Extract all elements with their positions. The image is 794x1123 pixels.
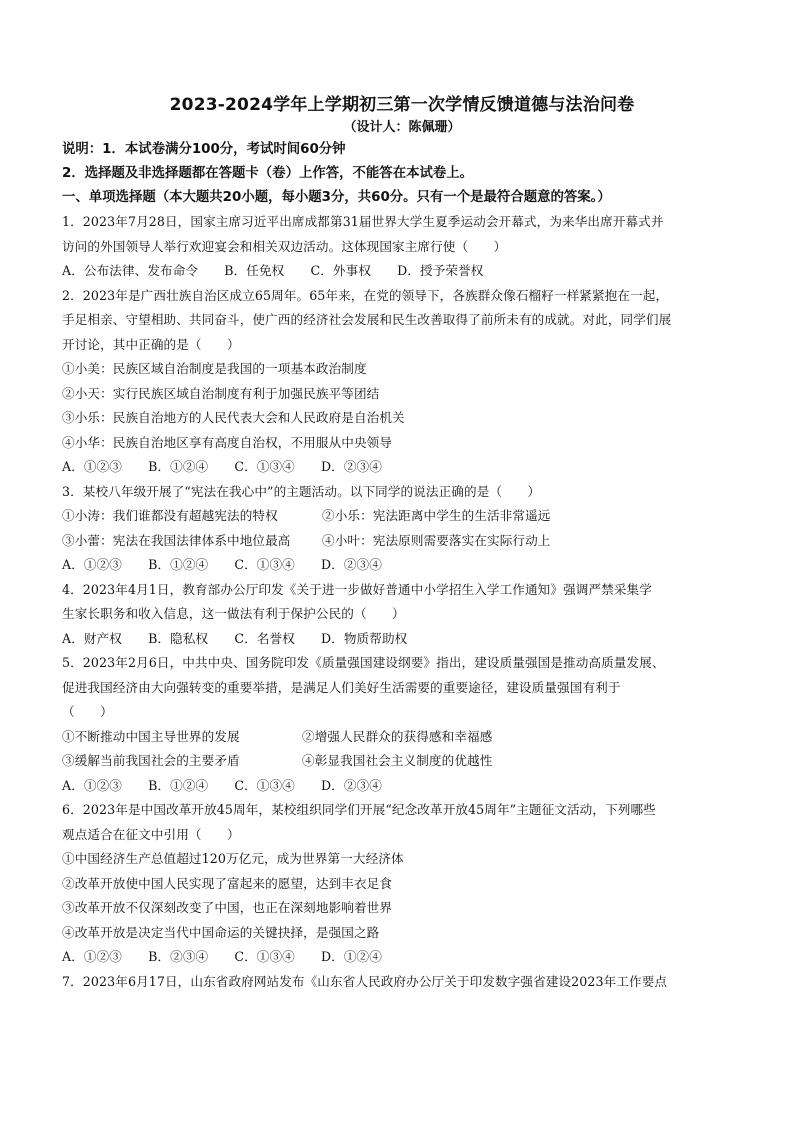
- q5-option-b: B．①②④: [148, 777, 209, 793]
- q5-stem-line2: 促进我国经济由大向强转变的重要举措，是满足人们美好生活需要的重要途径，建设质量强国有利于: [62, 679, 621, 695]
- page-title: 2023-2024学年上学期初三第一次学情反馈道德与法治问卷: [169, 95, 635, 115]
- q3-item-1: ①小涛：我们谁都没有超越宪法的特权: [62, 508, 278, 523]
- q2-item-1: ①小美：民族区域自治制度是我国的一项基本政治制度: [62, 361, 367, 376]
- q5-item-1: ①不断推动中国主导世界的发展: [62, 728, 240, 744]
- q2-stem-line3: 开讨论，其中正确的是（ ）: [62, 336, 240, 352]
- q5-items-row1: [62, 725, 742, 750]
- q5-item-4: ④彰显我国社会主义制度的优越性: [302, 753, 493, 768]
- q6-stem-line1: 6．2023年是中国改革开放45周年，某校组织同学们开展“纪念改革开放45周年”主题征文活动，下列哪些: [62, 802, 656, 817]
- q6-item-1: ①中国经济生产总值超过120万亿元，成为世界第一大经济体: [62, 851, 404, 866]
- q4-option-a: A．财产权: [62, 630, 122, 646]
- q6-stem-line2: 观点适合在征文中引用（ ）: [62, 826, 240, 842]
- q1-option-a: A．公布法律、发布命令: [62, 263, 199, 278]
- q5-item-2: ②增强人民群众的获得感和幸福感: [302, 728, 493, 744]
- q3-options: [62, 553, 742, 578]
- q2-item-3: ③小乐：民族自治地方的人民代表大会和人民政府是自治机关: [62, 410, 405, 425]
- q3-items-row2: [62, 529, 742, 554]
- q1-option-d: D．授予荣誉权: [397, 263, 484, 278]
- q4-option-d: D．物质帮助权: [320, 630, 408, 646]
- q1-option-b: B．任免权: [224, 263, 285, 278]
- q2-item-2: ②小天：实行民族区域自治制度有利于加强民族平等团结: [62, 385, 380, 401]
- q5-stem-line1: 5．2023年2月6日，中共中央、国务院印发《质量强国建设纲要》指出，建设质量强国是推动高质量发展、: [62, 655, 665, 670]
- q3-option-c: C．①③④: [234, 557, 295, 572]
- q5-option-c: C．①③④: [234, 777, 295, 793]
- q7-stem-line1: 7．2023年6月17日，山东省政府网站发布《山东省人民政府办公厅关于印发数字强省建设2023年工作要点: [62, 973, 668, 989]
- q3-option-d: D．②③④: [320, 557, 382, 572]
- q2-option-b: B．①②④: [148, 459, 209, 474]
- q5-item-3: ③缓解当前我国社会的主要矛盾: [62, 753, 240, 768]
- q6-option-c: C．①③④: [234, 949, 295, 964]
- q3-option-a: A．①②③: [62, 557, 122, 572]
- q1-option-c: C．外事权: [310, 263, 372, 278]
- exam-page: [62, 94, 742, 994]
- q3-option-b: B．①②④: [148, 557, 209, 572]
- q6-options: [62, 945, 742, 970]
- q5-options: [62, 774, 742, 799]
- q4-stem-line2: 生家长职务和收入信息，这一做法有利于保护公民的（ ）: [62, 606, 405, 621]
- q3-item-3: ③小蕾：宪法在我国法律体系中地位最高: [62, 532, 291, 548]
- note-1: 说明：1．本试卷满分100分，考试时间60分钟: [62, 142, 346, 157]
- section-heading: 一、单项选择题（本大题共20小题，每小题3分，共60分。只有一个是最符合题意的答案。）: [62, 190, 611, 205]
- q1-stem-line1: 1．2023年7月28日，国家主席习近平出席成都第31届世界大学生夏季运动会开幕式，为来华出席开幕式并: [62, 214, 664, 229]
- q2-option-c: C．①③④: [234, 459, 295, 474]
- q6-item-3: ③改革开放不仅深刻改变了中国，也正在深刻地影响着世界: [62, 900, 393, 915]
- q3-stem-line1: 3．某校八年级开展了“宪法在我心中”的主题活动。以下同学的说法正确的是（ ）: [62, 483, 541, 499]
- q1-options: [62, 259, 742, 284]
- q5-option-a: A．①②③: [62, 777, 122, 793]
- q6-item-4: ④改革开放是决定当代中国命运的关键抉择，是强国之路: [62, 924, 380, 940]
- q2-stem-line1: 2．2023年是广西壮族自治区成立65周年。65年来，在党的领导下，各族群众像石榴籽一样紧紧抱在一起，: [62, 287, 669, 303]
- q4-option-b: B．隐私权: [148, 630, 209, 646]
- note-2: 2．选择题及非选择题都在答题卡（卷）上作答，不能答在本试卷上。: [62, 166, 474, 181]
- q1-stem-line2: 访问的外国领导人举行欢迎宴会和相关双边活动。这体现国家主席行使（ ）: [62, 238, 507, 254]
- q2-option-a: A．①②③: [62, 459, 122, 474]
- q3-item-2: ②小乐：宪法距离中学生的生活非常遥远: [322, 508, 551, 523]
- q4-options: [62, 627, 742, 652]
- q6-option-b: B．②③④: [148, 949, 209, 964]
- q5-option-d: D．②③④: [320, 777, 382, 793]
- q6-item-2: ②改革开放使中国人民实现了富起来的愿望，达到丰衣足食: [62, 875, 393, 891]
- q3-items-row1: [62, 504, 742, 529]
- q2-stem-line2: 手足相亲、守望相助、共同奋斗，使广西的经济社会发展和民生改善取得了前所未有的成就。对此，同学们展: [62, 312, 672, 327]
- designer-credit: （设计人：陈佩珊）: [343, 120, 461, 135]
- q5-stem-line3: （ ）: [62, 704, 113, 719]
- q3-item-4: ④小叶：宪法原则需要落实在实际行动上: [322, 532, 551, 548]
- q2-option-d: D．②③④: [320, 459, 382, 474]
- q6-option-a: A．①②③: [62, 949, 122, 964]
- q4-stem-line1: 4．2023年4月1日，教育部办公厅印发《关于进一步做好普通中小学招生入学工作通知》强调严禁采集学: [62, 581, 652, 597]
- q5-items-row2: [62, 749, 742, 774]
- q2-options: [62, 455, 742, 480]
- q2-item-4: ④小华：民族自治地区享有高度自治权，不用服从中央领导: [62, 434, 393, 450]
- q4-option-c: C．名誉权: [234, 630, 295, 646]
- q6-option-d: D．①②④: [320, 949, 382, 964]
